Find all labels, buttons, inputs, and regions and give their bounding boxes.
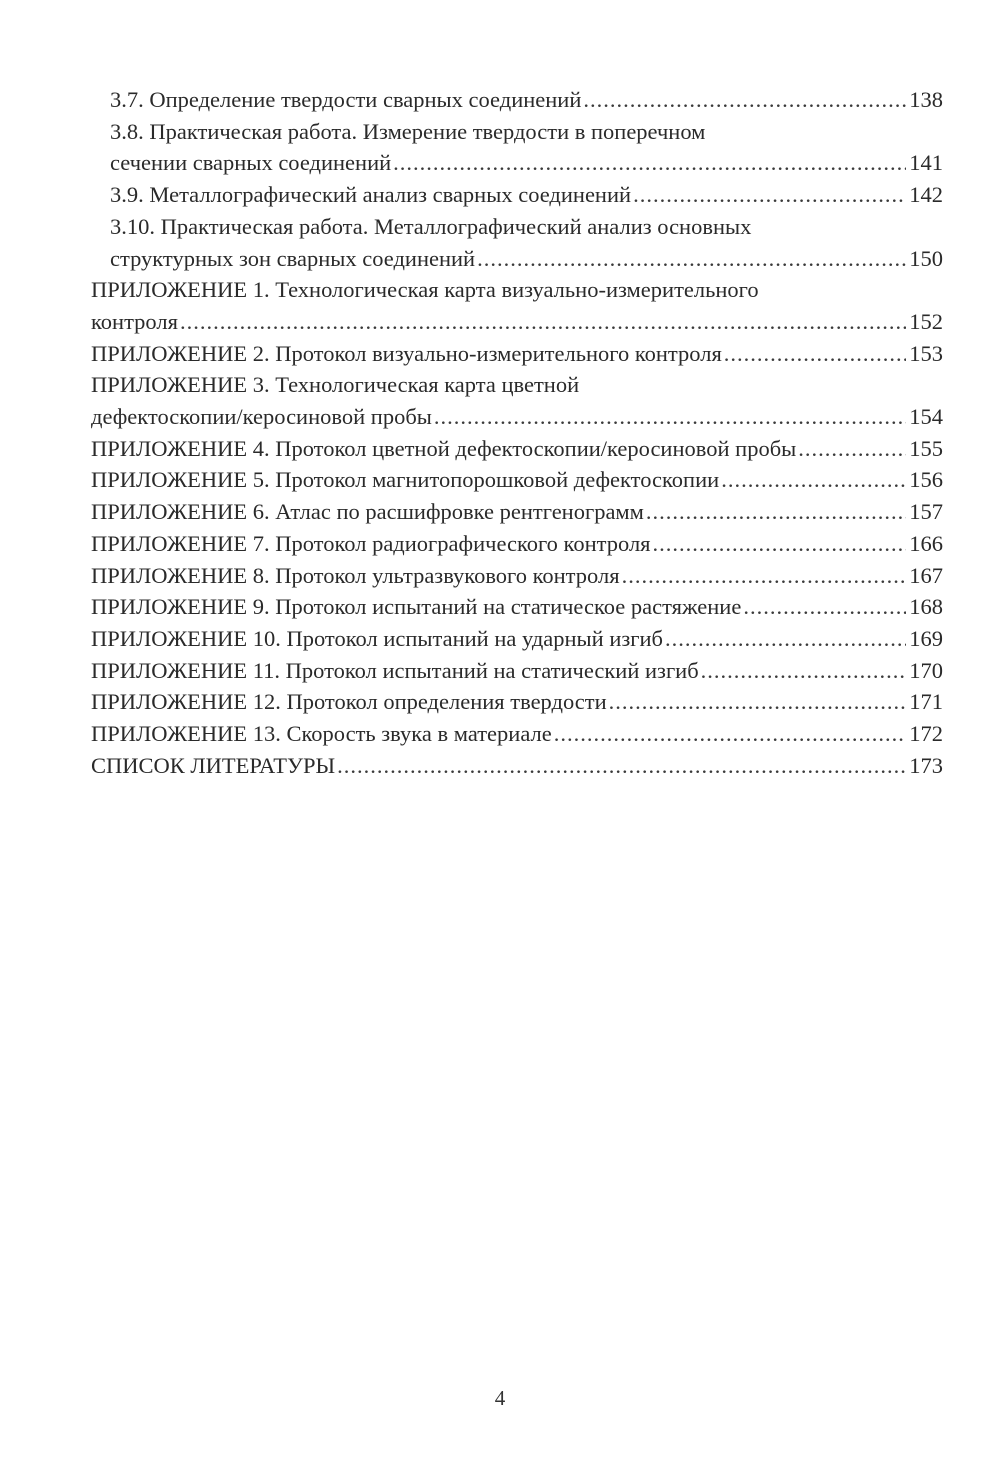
dot-leader bbox=[393, 147, 906, 179]
toc-entry-title: структурных зон сварных соединений bbox=[110, 245, 476, 271]
dot-leader bbox=[337, 750, 906, 782]
toc-entry-row bbox=[91, 496, 943, 528]
dot-leader bbox=[653, 528, 907, 560]
dot-leader bbox=[724, 338, 906, 370]
toc-entry[interactable] bbox=[91, 496, 943, 528]
toc-entry[interactable] bbox=[91, 369, 943, 432]
toc-entry[interactable] bbox=[91, 718, 943, 750]
dot-leader bbox=[743, 591, 906, 623]
toc-entry-page-number: 166 bbox=[909, 530, 943, 556]
toc-entry-title: ПРИЛОЖЕНИЕ 7. Протокол радиографического контроля bbox=[91, 530, 651, 556]
toc-entry-page-number: 171 bbox=[909, 689, 943, 715]
toc-entry-title: СПИСОК ЛИТЕРАТУРЫ bbox=[91, 752, 336, 778]
toc-entry-title-line: ПРИЛОЖЕНИЕ 1. Технологическая карта визуально-измерительного bbox=[91, 277, 759, 303]
toc-entry-page-number: 173 bbox=[909, 752, 943, 778]
toc-entry[interactable] bbox=[91, 179, 943, 211]
dot-leader bbox=[701, 655, 907, 687]
dot-leader bbox=[554, 718, 907, 750]
toc-entry-row bbox=[91, 306, 943, 338]
dot-leader bbox=[583, 84, 906, 116]
dot-leader bbox=[665, 623, 906, 655]
toc-entry-title: ПРИЛОЖЕНИЕ 6. Атлас по расшифровке рентгенограмм bbox=[91, 499, 644, 525]
toc-entry-title: дефектоскопии/керосиновой пробы bbox=[91, 404, 432, 430]
toc-entry-page-number: 169 bbox=[909, 625, 943, 651]
toc-entry[interactable] bbox=[91, 116, 943, 179]
toc-entry-row bbox=[91, 718, 943, 750]
toc-entry-page-number: 154 bbox=[909, 404, 943, 430]
dot-leader bbox=[798, 433, 906, 465]
toc-entry-title: 3.7. Определение твердости сварных соединений bbox=[110, 87, 582, 112]
toc-entry-page-number: 155 bbox=[909, 435, 943, 461]
toc-entry[interactable] bbox=[91, 433, 943, 465]
toc-entry[interactable] bbox=[91, 560, 943, 592]
toc-entry-row bbox=[91, 528, 943, 560]
toc-entry-title-line: ПРИЛОЖЕНИЕ 3. Технологическая карта цветной bbox=[91, 372, 580, 398]
dot-leader bbox=[721, 464, 906, 496]
toc-entry[interactable] bbox=[91, 84, 943, 116]
toc-entry-title: ПРИЛОЖЕНИЕ 9. Протокол испытаний на статическое растяжение bbox=[91, 594, 742, 620]
toc-entry-row bbox=[91, 655, 943, 687]
toc-entry-row bbox=[91, 591, 943, 623]
toc-entry-title: ПРИЛОЖЕНИЕ 10. Протокол испытаний на ударный изгиб bbox=[91, 625, 663, 651]
toc-entry-title-line: 3.8. Практическая работа. Измерение твердости в поперечном bbox=[110, 118, 706, 144]
toc-entry-page-number: 167 bbox=[909, 562, 943, 588]
toc-entry-title: ПРИЛОЖЕНИЕ 12. Протокол определения твердости bbox=[91, 689, 607, 715]
dot-leader bbox=[477, 243, 906, 275]
toc-entry[interactable] bbox=[91, 274, 943, 337]
toc-entry-title: ПРИЛОЖЕНИЕ 13. Скорость звука в материале bbox=[91, 721, 552, 747]
toc-entry[interactable] bbox=[91, 338, 943, 370]
toc-entry-title: ПРИЛОЖЕНИЕ 11. Протокол испытаний на статический изгиб bbox=[91, 657, 699, 683]
toc-entry-row bbox=[91, 433, 943, 465]
toc-entry-row bbox=[110, 84, 943, 116]
dot-leader bbox=[609, 686, 907, 718]
dot-leader bbox=[180, 306, 906, 338]
toc-entry-title: контроля bbox=[91, 308, 178, 334]
table-of-contents bbox=[91, 84, 943, 781]
toc-entry-title: сечении сварных соединений bbox=[110, 150, 392, 176]
toc-entry-page-number: 168 bbox=[909, 594, 943, 620]
toc-entry-row bbox=[91, 401, 943, 433]
toc-entry-row bbox=[110, 243, 943, 275]
toc-entry-page-number: 138 bbox=[909, 87, 943, 112]
toc-entry-row bbox=[91, 750, 943, 782]
toc-entry[interactable] bbox=[91, 464, 943, 496]
toc-entry-page-number: 152 bbox=[909, 308, 943, 334]
toc-entry-row bbox=[91, 560, 943, 592]
dot-leader bbox=[434, 401, 906, 433]
toc-entry-title: ПРИЛОЖЕНИЕ 8. Протокол ультразвукового контроля bbox=[91, 562, 620, 588]
toc-entry-title: ПРИЛОЖЕНИЕ 5. Протокол магнитопорошковой дефектоскопии bbox=[91, 467, 720, 493]
toc-entry[interactable] bbox=[91, 591, 943, 623]
dot-leader bbox=[646, 496, 906, 528]
toc-entry-row bbox=[91, 623, 943, 655]
toc-entry-row bbox=[91, 464, 943, 496]
toc-entry-title-line: 3.10. Практическая работа. Металлографический анализ основных bbox=[110, 213, 752, 239]
toc-entry-row bbox=[110, 147, 943, 179]
dot-leader bbox=[622, 560, 907, 592]
toc-entry[interactable] bbox=[91, 211, 943, 274]
toc-entry-row bbox=[110, 179, 943, 211]
toc-entry-page-number: 172 bbox=[909, 721, 943, 747]
toc-entry-title: ПРИЛОЖЕНИЕ 2. Протокол визуально-измерительного контроля bbox=[91, 340, 722, 366]
toc-entry-page-number: 142 bbox=[909, 182, 943, 208]
toc-entry[interactable] bbox=[91, 750, 943, 782]
toc-entry-page-number: 150 bbox=[909, 245, 943, 271]
toc-entry-title: 3.9. Металлографический анализ сварных соединений bbox=[110, 182, 632, 208]
toc-entry-row bbox=[91, 686, 943, 718]
toc-entry-page-number: 157 bbox=[909, 499, 943, 525]
page-number: 4 bbox=[494, 1386, 506, 1410]
toc-entry-page-number: 153 bbox=[909, 340, 943, 366]
toc-entry-title: ПРИЛОЖЕНИЕ 4. Протокол цветной дефектоскопии/керосиновой пробы bbox=[91, 435, 797, 461]
toc-entry[interactable] bbox=[91, 655, 943, 687]
toc-entry-row bbox=[91, 338, 943, 370]
toc-entry[interactable] bbox=[91, 686, 943, 718]
toc-entry-page-number: 170 bbox=[909, 657, 943, 683]
toc-entry-page-number: 156 bbox=[909, 467, 943, 493]
toc-entry-page-number: 141 bbox=[909, 150, 943, 176]
toc-entry[interactable] bbox=[91, 623, 943, 655]
dot-leader bbox=[633, 179, 906, 211]
toc-entry[interactable] bbox=[91, 528, 943, 560]
